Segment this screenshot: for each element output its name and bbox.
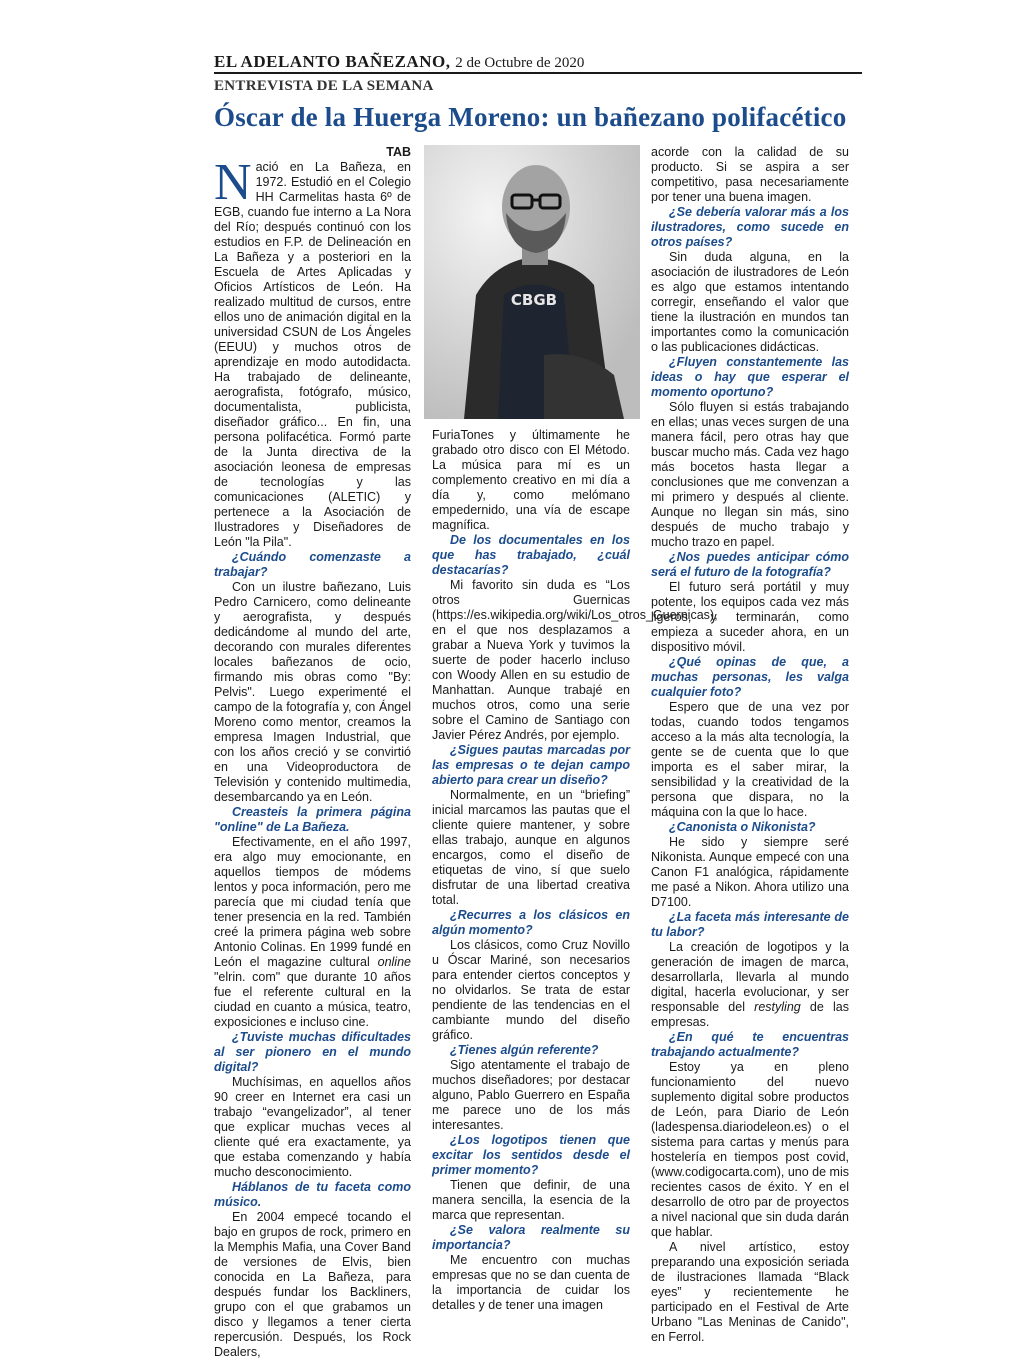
question: ¿Fluyen constantemente las ideas o hay que esperar el momento oportuno? xyxy=(651,355,849,399)
question: ¿Qué opinas de que, a muchas personas, les valga cualquier foto? xyxy=(651,655,849,699)
answer: Con un ilustre bañezano, Luis Pedro Carnicero, como delineante y aerografista, y después dedicándome al mundo del arte, decorando con murales diferentes locales bañezanos de ocio, firmando mis obras como "By: Pelvis". Luego experimenté el campo de la fotografía y, con Ángel Moreno como mentor, creamos la empresa Imagen Industrial, que con los años creció y se convirtió en una Videoproductora de Televisión y contenido multimedia, desembarcando ya en León. xyxy=(214,580,411,804)
portrait-photo xyxy=(424,145,640,419)
answer: Efectivamente, en el año 1997, era algo muy emocionante, en aquellos tiempos de módems lentos y poca información, pero me parecía que mi ciudad tenía que tener presencia en la red. También creé la primera página web sobre Antonio Colinas. En 1999 fundé en León el magazine cultural online "elrin. com" que durante 10 años fue el referente cultural en la ciudad en cuanto a música, teatro, exposiciones e incluso cine. xyxy=(214,835,411,1029)
question: ¿Nos puedes anticipar cómo será el futuro de la fotografía? xyxy=(651,550,849,579)
portrait-illustration xyxy=(424,145,640,419)
question: ¿En qué te encuentras trabajando actualmente? xyxy=(651,1030,849,1059)
answer: En 2004 empecé tocando el bajo en grupos de rock, primero en la Memphis Mafia, una Cover Band de versiones de Elvis, bien conocida en La Bañeza, para después fundar los Backliners, grupo con el que grabamos un disco y llegamos a tener cierta repercusión. Después, los Rock Dealers, xyxy=(214,1210,411,1359)
answer: El futuro será portátil y muy potente, los equipos cada vez más ligeros, y terminarán, como empieza a suceder ahora, en un dispositivo móvil. xyxy=(651,580,849,654)
question: ¿La faceta más interesante de tu labor? xyxy=(651,910,849,939)
answer: He sido y siempre seré Nikonista. Aunque empecé con una Canon F1 analógica, rápidamente me pasé a Nikon. Ahora utilizo una D7100. xyxy=(651,835,849,909)
masthead xyxy=(214,52,862,74)
column-3 xyxy=(651,145,849,1345)
intro-paragraph xyxy=(214,154,411,550)
question: ¿Tienes algún referente? xyxy=(450,1043,599,1057)
question: ¿Se debería valorar más a los ilustradores, como sucede en otros países? xyxy=(651,205,849,249)
drop-cap: N xyxy=(214,154,252,211)
headline: Óscar de la Huerga Moreno: un bañezano polifacético xyxy=(214,102,847,132)
answer: Mi favorito sin duda es “Los otros Guernicas (https://es.wikipedia.org/wiki/Los_otros_Guernicas), en el que nos desplazamos a grabar a Nueva York y tuvimos la suerte de poder hacerlo incluso con Woody Allen en su estudio de Manhattan. Aunque trabajé en muchos otros, como una serie sobre el Camino de Santiago con Javier Pérez Andrés, por ejemplo. xyxy=(432,578,718,742)
column-2 xyxy=(432,428,718,1313)
answer: Muchísimas, en aquellos años 90 creer en Internet era casi un trabajo “evangelizador”, al tener que explicar muchas veces al cliente qué era exactamente, ya que estaba comenzando y había mucho desconocimiento. xyxy=(214,1075,411,1179)
masthead-date: 2 de Octubre de 2020 xyxy=(455,55,585,71)
answer: A nivel artístico, estoy preparando una exposición seriada de ilustraciones llamada “Black eyes” y recientemente he participado en el Festival de Arte Urbano "Las Meninas de Canido", en Ferrol. xyxy=(651,1240,849,1344)
answer: FuriaTones y últimamente he grabado otro disco con El Método. La música para mí es un complemento creativo en mi día a día y, como melómano empedernido, una vía de escape magnífica. xyxy=(432,428,630,532)
answer: La creación de logotipos y la generación de imagen de marca, desarrollarla, llevarla al mundo digital, hacerla evolucionar, y ser responsable del restyling de las empresas. xyxy=(651,940,849,1029)
answer: Me encuentro con muchas empresas que no se dan cuenta de la importancia de cuidar los detalles y de tener una imagen xyxy=(432,1253,630,1312)
question: Creasteis la primera página "online" de La Bañeza. xyxy=(214,805,411,834)
answer: Estoy ya en pleno funcionamiento del nuevo suplemento digital sobre productos de León, para Diario de León (ladespensa.diariodeleon.es) o el sistema para cartas y menús para hostelería en tiempos post covid, (www.codigocarta.com), uno de mis recientes casos de éxito. Y en el desarrollo de otro par de proyectos a nivel nacional que sin duda darán que hablar. xyxy=(651,1060,849,1239)
answer: Sigo atentamente el trabajo de muchos diseñadores; por destacar alguno, Pablo Guerrero en España me parece uno de los más interesantes. xyxy=(432,1058,630,1132)
column-1 xyxy=(214,145,411,1360)
answer: Los clásicos, como Cruz Novillo u Óscar Mariné, son necesarios para entender ciertos conceptos y no olvidarlos. Se trata de estar pendiente de las tendencias en el cambiante mundo del diseño gráfico. xyxy=(432,938,630,1042)
answer: Normalmente, en un “briefing” inicial marcamos las pautas que el cliente quiere mantener, y sobre ellas trabajo, aunque en algunos encargos, como el diseño de etiquetas de vino, sí que suelo disfrutar de una libertad creativa total. xyxy=(432,788,630,907)
shirt-logo: CBGB xyxy=(510,291,558,309)
byline: TAB xyxy=(386,145,411,159)
question: ¿Se valora realmente su importancia? xyxy=(432,1223,630,1252)
answer: Sólo fluyen si estás trabajando en ellas; unas veces surgen de una manera fácil, pero otras hay que buscar mucho más. Cada vez hago más bocetos hasta llegar a conclusiones que me convenzan a mi primero y después al cliente. Aunque no llegan sin más, sino después de mucho trabajo y mucho trazo en papel. xyxy=(651,400,849,549)
question: ¿Recurres a los clásicos en algún momento? xyxy=(432,908,630,937)
question: Háblanos de tu faceta como músico. xyxy=(214,1180,411,1209)
section-title: ENTREVISTA DE LA SEMANA xyxy=(214,78,434,94)
question: ¿Sigues pautas marcadas por las empresas o te dejan campo abierto para crear un diseño? xyxy=(432,743,630,787)
question: ¿Cuándo comenzaste a trabajar? xyxy=(214,550,411,579)
answer: acorde con la calidad de su producto. Si se aspira a ser competitivo, pasa necesariamente por tener una buena imagen. xyxy=(651,145,849,204)
answer: Espero que de una vez por todas, cuando todos tengamos acceso a la más alta tecnología, la gente se de cuenta que lo que importa es el saber mirar, la sensibilidad y la creatividad de la persona que dispara, no la máquina con la que lo hace. xyxy=(651,700,849,819)
question: ¿Los logotipos tienen que excitar los sentidos desde el primer momento? xyxy=(432,1133,630,1177)
question: De los documentales en los que has trabajado, ¿cuál destacarías? xyxy=(432,533,630,577)
answer: Tienen que definir, de una manera sencilla, la esencia de la marca que representan. xyxy=(432,1178,630,1222)
question: ¿Tuviste muchas dificultades al ser pionero en el mundo digital? xyxy=(214,1030,411,1074)
intro-text: ació en La Bañeza, en 1972. Estudió en el Colegio HH Carmelitas hasta 6º de EGB, cuando fue interno a La Nora del Río; después continuó con los estudios en F.P. de Delineación en La Bañeza y a posteriori en la Escuela de Artes Aplicadas y Oficios Artísticos de León. Ha realizado multitud de cursos, entre ellos uno de animación digital en la universidad CSUN de Los Ángeles (EEUU) y muchos otros de aprendizaje en modo autodidacta. Ha trabajado de delineante, aerografista, fotógrafo, músico, documentalista, publicista, diseñador gráfico... En fin, una persona polifacética. Formó parte de la Junta directiva de la asociación leonesa de empresas de tecnologías y las comunicaciones (ALETIC) y pertenece a la Asociación de Ilustradores y Diseñadores de León "la Pila". xyxy=(214,160,411,549)
question: ¿Canonista o Nikonista? xyxy=(669,820,816,834)
answer: Sin duda alguna, en la asociación de ilustradores de León es algo que estamos intentando corregir, enseñando el valor que tiene la ilustración en mundos tan importantes como la comunicación o las publicaciones didácticas. xyxy=(651,250,849,354)
masthead-paper-name: EL ADELANTO BAÑEZANO, xyxy=(214,52,451,71)
